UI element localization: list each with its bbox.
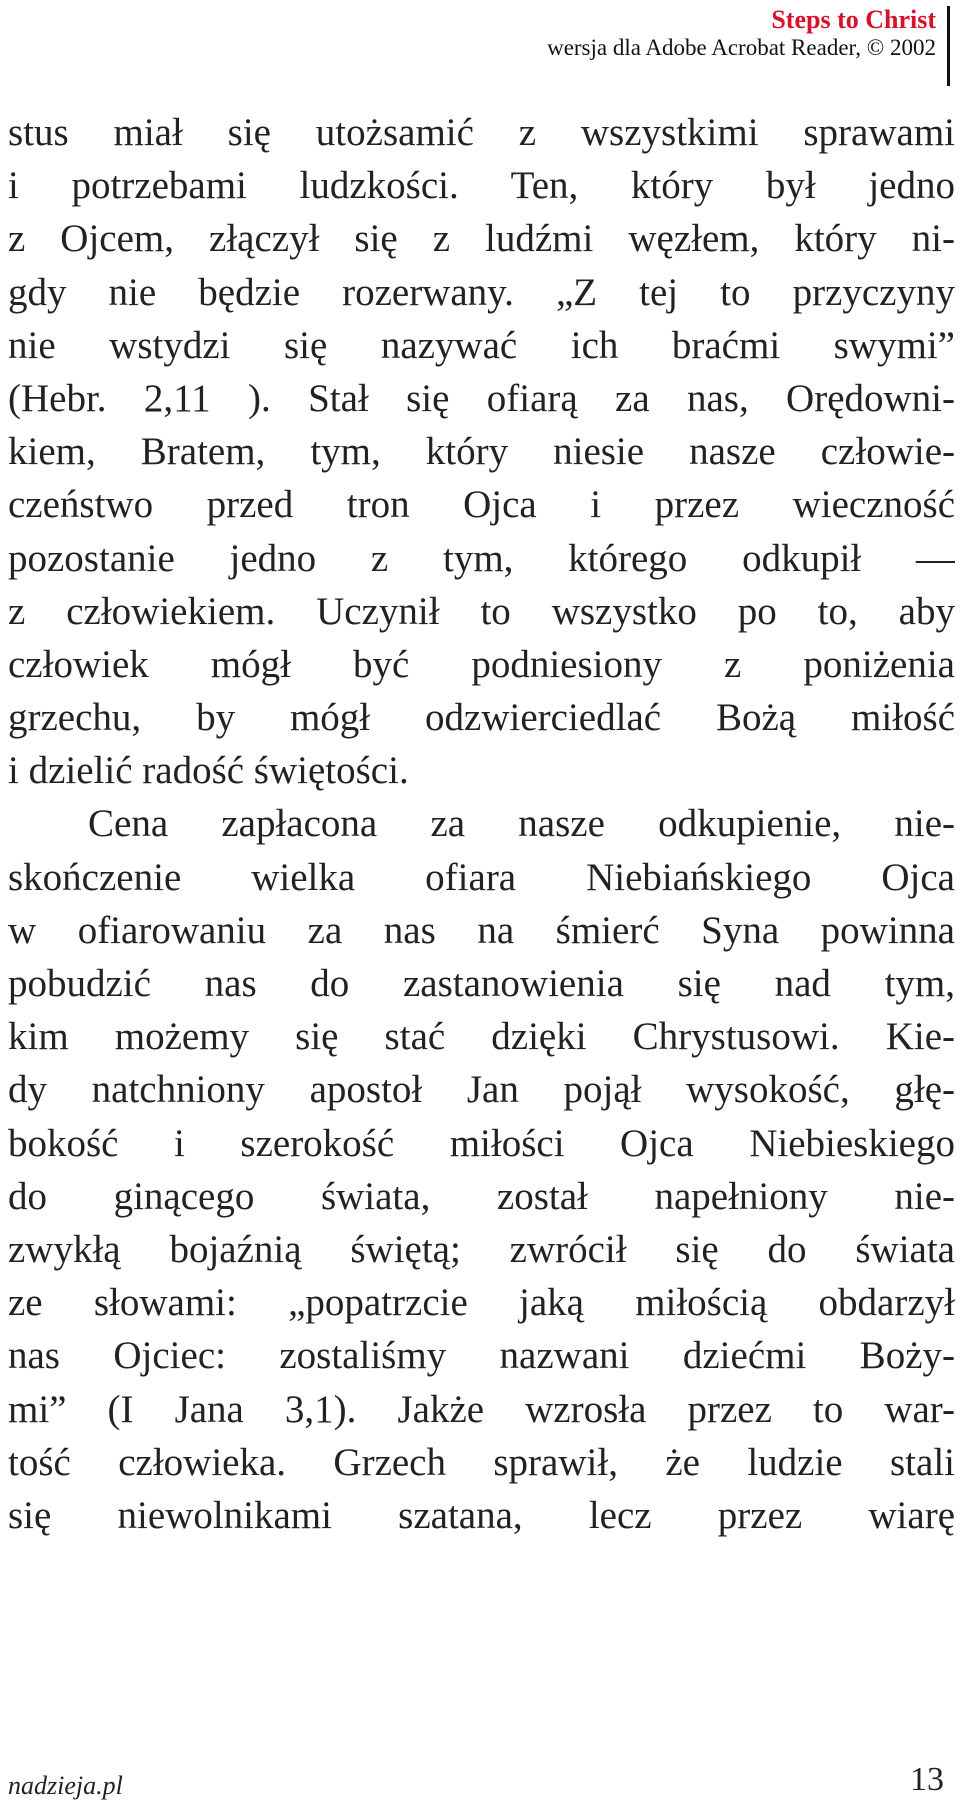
text-line: gdy nie będzie rozerwany. „Z tej to przyczyny bbox=[8, 270, 955, 314]
paragraph-1 bbox=[8, 106, 955, 797]
text-line: (Hebr. 2,11 ). Stał się ofiarą za nas, Orędowni- bbox=[8, 376, 955, 420]
text-line: skończenie wielka ofiara Niebiańskiego Ojca bbox=[8, 855, 955, 899]
text-line: i dzielić radość świętości. bbox=[8, 749, 409, 793]
text-line: ze słowami: „popatrzcie jaką miłością obdarzył bbox=[8, 1281, 955, 1325]
text-line: nie wstydzi się nazywać ich braćmi swymi” bbox=[8, 323, 955, 367]
text-line: tość człowieka. Grzech sprawił, że ludzie stali bbox=[8, 1440, 955, 1484]
book-title: Steps to Christ bbox=[771, 5, 936, 34]
text-line: czeństwo przed tron Ojca i przez wieczność bbox=[8, 483, 955, 527]
text-line: grzechu, by mógł odzwierciedlać Bożą miłość bbox=[8, 696, 955, 740]
text-line: stus miał się utożsamić z wszystkimi sprawami bbox=[8, 111, 955, 154]
page-body bbox=[8, 106, 955, 1542]
text-line: kim możemy się stać dzięki Chrystusowi. Kie- bbox=[8, 1015, 955, 1059]
paragraph-2 bbox=[8, 797, 955, 1542]
text-line: w ofiarowaniu za nas na śmierć Syna powinna bbox=[8, 908, 955, 952]
edition-note: wersja dla Adobe Acrobat Reader, © 2002 bbox=[547, 34, 936, 60]
text-line: pozostanie jedno z tym, którego odkupił — bbox=[8, 536, 955, 580]
text-line: człowiek mógł być podniesiony z poniżenia bbox=[8, 642, 955, 686]
text-line: kiem, Bratem, tym, który niesie nasze człowie- bbox=[8, 430, 955, 474]
text-line: i potrzebami ludzkości. Ten, który był jedno bbox=[8, 164, 955, 208]
text-line: nas Ojciec: zostaliśmy nazwani dziećmi Boży- bbox=[8, 1334, 955, 1378]
text-line: bokość i szerokość miłości Ojca Niebieskiego bbox=[8, 1121, 955, 1165]
text-line: z Ojcem, złączył się z ludźmi węzłem, który ni- bbox=[8, 217, 955, 261]
header-vertical-rule bbox=[947, 6, 950, 86]
text-line: dy natchniony apostoł Jan pojął wysokość, głę- bbox=[8, 1068, 955, 1112]
text-line: się niewolnikami szatana, lecz przez wiarę bbox=[8, 1493, 955, 1537]
text-line: z człowiekiem. Uczynił to wszystko po to, aby bbox=[8, 589, 955, 633]
text-line: mi” (I Jana 3,1). Jakże wzrosła przez to war- bbox=[8, 1387, 955, 1431]
text-line: zwykłą bojaźnią świętą; zwrócił się do świata bbox=[8, 1227, 955, 1271]
text-line: pobudzić nas do zastanowienia się nad tym, bbox=[8, 962, 955, 1005]
site-link[interactable]: nadzieja.pl bbox=[8, 1771, 123, 1800]
page-number: 13 bbox=[910, 1761, 944, 1798]
text-line: do ginącego świata, został napełniony nie- bbox=[8, 1174, 955, 1218]
text-line: Cena zapłacona za nasze odkupienie, nie- bbox=[88, 802, 955, 846]
page-header bbox=[547, 6, 936, 60]
